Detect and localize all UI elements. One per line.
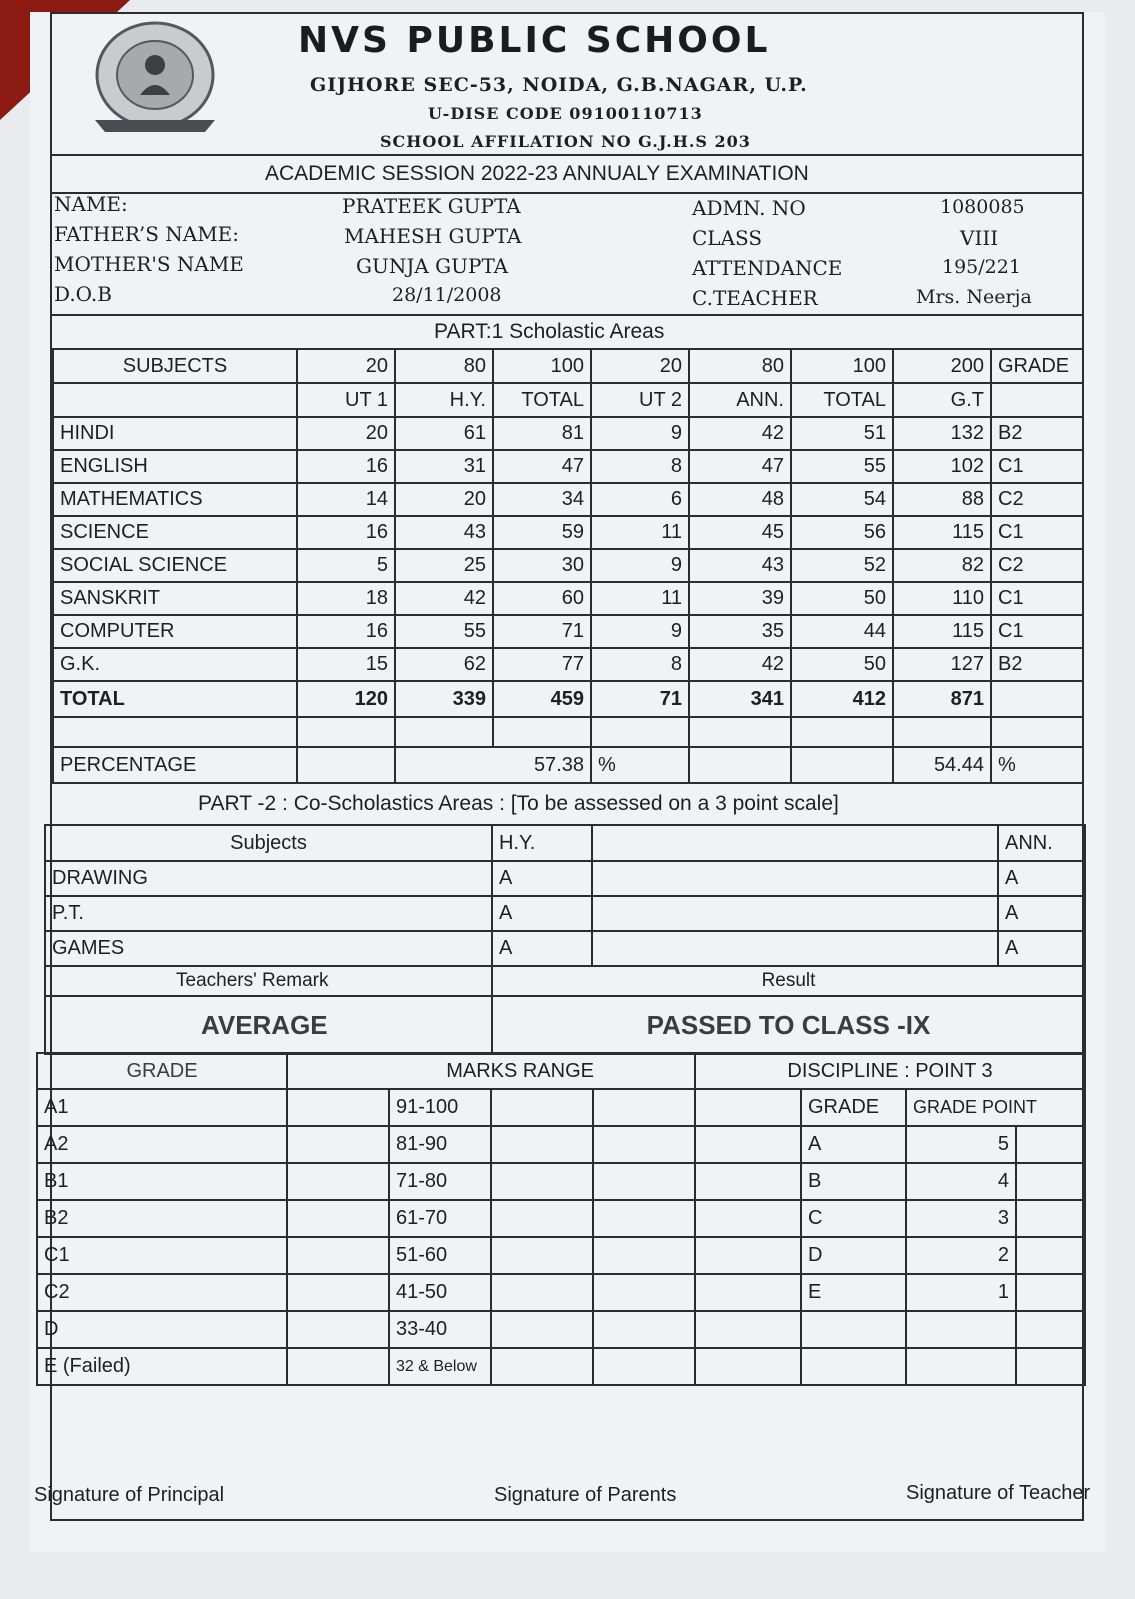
marks-cell: 9 xyxy=(591,615,689,648)
max-marks-cell: 20 xyxy=(591,349,689,383)
max-marks-cell: GRADE xyxy=(991,349,1083,383)
divider xyxy=(50,192,1082,194)
blank-cell xyxy=(695,1163,801,1200)
disc-point: 5 xyxy=(906,1126,1016,1163)
marks-cell: 55 xyxy=(395,615,493,648)
column-header: TOTAL xyxy=(791,383,893,417)
subject-row xyxy=(53,582,1083,615)
admn-label: ADMN. NO xyxy=(692,196,806,220)
marks-cell: 62 xyxy=(395,648,493,681)
blank-cell xyxy=(695,1237,801,1274)
marks-cell: 52 xyxy=(791,549,893,582)
blank-cell xyxy=(593,1348,695,1385)
principal-signature: Signature of Principal xyxy=(34,1484,225,1506)
grade-cell: B2 xyxy=(991,648,1083,681)
blank-cell xyxy=(287,1311,389,1348)
column-header: UT 1 xyxy=(297,383,395,417)
percentage-label: PERCENTAGE xyxy=(53,747,297,783)
total-cell: 71 xyxy=(591,681,689,717)
hy-grade: A xyxy=(492,931,592,966)
blank-cell xyxy=(287,1274,389,1311)
grade-name: A1 xyxy=(37,1089,287,1126)
blank-cell xyxy=(695,1200,801,1237)
blank-cell xyxy=(593,1311,695,1348)
grade-row xyxy=(37,1274,1085,1311)
column-header: ANN. xyxy=(689,383,791,417)
marks-cell: 16 xyxy=(297,450,395,483)
blank-cell xyxy=(491,1200,593,1237)
blank-cell xyxy=(593,1200,695,1237)
dob-label: D.O.B xyxy=(54,282,112,306)
co-subject-name: DRAWING xyxy=(45,861,492,896)
column-header xyxy=(991,383,1083,417)
teacher-signature: Signature of Teacher xyxy=(906,1482,1091,1504)
disc-point: 3 xyxy=(906,1200,1016,1237)
disc-point: 1 xyxy=(906,1274,1016,1311)
marks-cell: 39 xyxy=(689,582,791,615)
marks-range: 33-40 xyxy=(389,1311,491,1348)
marks-cell: 18 xyxy=(297,582,395,615)
marks-cell: 14 xyxy=(297,483,395,516)
percentage-ann: 54.44 xyxy=(893,747,991,783)
blank-cell xyxy=(493,717,591,747)
subject-name: HINDI xyxy=(53,417,297,450)
grade-row xyxy=(37,1163,1085,1200)
result-label: Result xyxy=(492,966,1085,996)
subject-row xyxy=(53,549,1083,582)
marks-cell: 45 xyxy=(689,516,791,549)
total-cell: 412 xyxy=(791,681,893,717)
divider xyxy=(50,154,1082,156)
marks-cell: 77 xyxy=(493,648,591,681)
ann-grade: A xyxy=(998,931,1085,966)
subject-row xyxy=(53,483,1083,516)
total-cell: TOTAL xyxy=(53,681,297,717)
marks-cell: 16 xyxy=(297,516,395,549)
percentage-row xyxy=(53,747,1083,783)
blank-cell xyxy=(801,1311,906,1348)
blank-cell xyxy=(287,1200,389,1237)
marks-cell: 31 xyxy=(395,450,493,483)
header-row-names xyxy=(53,383,1083,417)
attendance-value: 195/221 xyxy=(942,256,1021,278)
parents-signature: Signature of Parents xyxy=(494,1484,677,1506)
blank-cell xyxy=(593,1274,695,1311)
blank-cell xyxy=(1016,1274,1085,1311)
blank-cell xyxy=(593,1237,695,1274)
total-row xyxy=(53,681,1083,717)
grade-cell: B2 xyxy=(991,417,1083,450)
grade-cell: C1 xyxy=(991,615,1083,648)
blank-cell xyxy=(689,747,791,783)
max-marks-cell: 20 xyxy=(297,349,395,383)
subject-name: COMPUTER xyxy=(53,615,297,648)
marks-cell: 81 xyxy=(493,417,591,450)
column-header xyxy=(53,383,297,417)
marks-cell: 9 xyxy=(591,417,689,450)
marks-cell: 20 xyxy=(297,417,395,450)
subject-name: SANSKRIT xyxy=(53,582,297,615)
marks-cell: 42 xyxy=(395,582,493,615)
ann-header: ANN. xyxy=(998,825,1085,861)
co-subject-row xyxy=(45,931,1085,966)
subject-row xyxy=(53,648,1083,681)
grade-cell: C1 xyxy=(991,450,1083,483)
udise-code: U-DISE CODE 09100110713 xyxy=(428,104,703,123)
blank-cell xyxy=(591,717,689,747)
grading-header-row xyxy=(37,1053,1085,1089)
class-label: CLASS xyxy=(692,226,763,250)
blank-cell xyxy=(491,1237,593,1274)
blank-cell xyxy=(593,1126,695,1163)
blank-cell xyxy=(801,1348,906,1385)
marks-cell: 11 xyxy=(591,516,689,549)
mother-label: MOTHER'S NAME xyxy=(54,252,244,276)
marks-range: 32 & Below xyxy=(389,1348,491,1385)
part2-title: PART -2 : Co-Scholastics Areas : [To be assessed on a 3 point scale] xyxy=(198,792,839,815)
marks-range: 61-70 xyxy=(389,1200,491,1237)
affiliation-no: SCHOOL AFFILATION NO G.J.H.S 203 xyxy=(380,132,751,151)
grade-row xyxy=(37,1200,1085,1237)
grade-name: A2 xyxy=(37,1126,287,1163)
blank-cell xyxy=(906,1311,1016,1348)
blank-cell xyxy=(287,1348,389,1385)
marks-cell: 47 xyxy=(689,450,791,483)
school-address: GIJHORE SEC-53, NOIDA, G.B.NAGAR, U.P. xyxy=(310,74,808,96)
marks-cell: 47 xyxy=(493,450,591,483)
marks-cell: 8 xyxy=(591,648,689,681)
grade-row xyxy=(37,1348,1085,1385)
blank-cell xyxy=(1016,1200,1085,1237)
marks-range-header: MARKS RANGE xyxy=(287,1053,695,1089)
total-cell xyxy=(991,681,1083,717)
blank-cell xyxy=(791,717,893,747)
percentage-hy: 57.38 xyxy=(395,747,591,783)
teacher-remark: AVERAGE xyxy=(45,996,492,1054)
marks-range: 41-50 xyxy=(389,1274,491,1311)
blank-cell xyxy=(592,931,998,966)
grading-table xyxy=(36,1052,1086,1386)
marks-cell: 35 xyxy=(689,615,791,648)
max-marks-cell: 80 xyxy=(689,349,791,383)
marks-cell: 51 xyxy=(791,417,893,450)
blank-cell xyxy=(491,1163,593,1200)
grade-row xyxy=(37,1237,1085,1274)
blank-cell xyxy=(695,1089,801,1126)
grade-row xyxy=(37,1311,1085,1348)
header-row-max xyxy=(53,349,1083,383)
blank-cell xyxy=(1016,1163,1085,1200)
marks-cell: 42 xyxy=(689,648,791,681)
marks-cell: 88 xyxy=(893,483,991,516)
marks-cell: 44 xyxy=(791,615,893,648)
ann-grade: A xyxy=(998,896,1085,931)
blank-cell xyxy=(297,747,395,783)
marks-range: 91-100 xyxy=(389,1089,491,1126)
marks-cell: 60 xyxy=(493,582,591,615)
disc-point: 2 xyxy=(906,1237,1016,1274)
blank-cell xyxy=(695,1274,801,1311)
marks-cell: 71 xyxy=(493,615,591,648)
subject-name: SCIENCE xyxy=(53,516,297,549)
grade-name: C2 xyxy=(37,1274,287,1311)
blank-cell xyxy=(287,1163,389,1200)
percent-sign: % xyxy=(591,747,689,783)
class-value: VIII xyxy=(960,226,999,250)
blank-cell xyxy=(287,1126,389,1163)
marks-cell: 48 xyxy=(689,483,791,516)
blank-cell xyxy=(297,717,395,747)
blank-cell xyxy=(53,717,297,747)
blank-cell xyxy=(906,1348,1016,1385)
marks-cell: 34 xyxy=(493,483,591,516)
father-name: MAHESH GUPTA xyxy=(344,224,522,248)
remark-row xyxy=(45,996,1085,1054)
total-cell: 871 xyxy=(893,681,991,717)
marks-cell: 59 xyxy=(493,516,591,549)
session-title: ACADEMIC SESSION 2022-23 ANNUALY EXAMINATION xyxy=(265,162,809,185)
blank-cell xyxy=(593,1089,695,1126)
grade-name: B1 xyxy=(37,1163,287,1200)
part1-title: PART:1 Scholastic Areas xyxy=(434,320,665,343)
blank-cell xyxy=(491,1348,593,1385)
subject-row xyxy=(53,450,1083,483)
marks-cell: 110 xyxy=(893,582,991,615)
blank-cell xyxy=(991,717,1083,747)
blank-cell xyxy=(592,896,998,931)
max-marks-cell: 80 xyxy=(395,349,493,383)
blank-cell xyxy=(592,825,998,861)
grade-header: GRADE xyxy=(37,1053,287,1089)
blank-cell xyxy=(689,717,791,747)
marks-cell: 102 xyxy=(893,450,991,483)
total-cell: 339 xyxy=(395,681,493,717)
remark-label-row xyxy=(45,966,1085,996)
marks-cell: 8 xyxy=(591,450,689,483)
grade-cell: C1 xyxy=(991,582,1083,615)
marks-cell: 25 xyxy=(395,549,493,582)
discipline-header: DISCIPLINE : POINT 3 xyxy=(695,1053,1085,1089)
co-header-row xyxy=(45,825,1085,861)
remark-label: Teachers' Remark xyxy=(45,966,492,996)
co-subject-row xyxy=(45,896,1085,931)
subject-row xyxy=(53,516,1083,549)
subject-name: G.K. xyxy=(53,648,297,681)
marks-cell: 9 xyxy=(591,549,689,582)
class-teacher: Mrs. Neerja xyxy=(916,286,1032,308)
subject-name: MATHEMATICS xyxy=(53,483,297,516)
blank-cell xyxy=(491,1274,593,1311)
divider xyxy=(50,314,1082,316)
co-scholastic-table xyxy=(44,824,1086,1055)
hy-grade: A xyxy=(492,896,592,931)
blank-cell xyxy=(287,1089,389,1126)
co-subject-name: P.T. xyxy=(45,896,492,931)
grade-row xyxy=(37,1126,1085,1163)
blank-cell xyxy=(592,861,998,896)
dob-value: 28/11/2008 xyxy=(392,284,502,306)
marks-cell: 56 xyxy=(791,516,893,549)
admn-no: 1080085 xyxy=(940,196,1025,218)
blank-cell xyxy=(395,717,493,747)
co-subject-row xyxy=(45,861,1085,896)
marks-cell: 15 xyxy=(297,648,395,681)
blank-cell xyxy=(491,1089,593,1126)
blank-cell xyxy=(593,1163,695,1200)
grade-name: B2 xyxy=(37,1200,287,1237)
marks-cell: 20 xyxy=(395,483,493,516)
scholastic-table xyxy=(52,348,1084,784)
blank-cell xyxy=(1016,1126,1085,1163)
marks-cell: 115 xyxy=(893,516,991,549)
percent-sign: % xyxy=(991,747,1083,783)
blank-cell xyxy=(893,717,991,747)
disc-grade: B xyxy=(801,1163,906,1200)
marks-cell: 55 xyxy=(791,450,893,483)
column-header: UT 2 xyxy=(591,383,689,417)
subject-row xyxy=(53,615,1083,648)
max-marks-cell: 100 xyxy=(493,349,591,383)
marks-cell: 16 xyxy=(297,615,395,648)
marks-cell: 132 xyxy=(893,417,991,450)
subjects-header: Subjects xyxy=(45,825,492,861)
marks-range: 81-90 xyxy=(389,1126,491,1163)
column-header: G.T xyxy=(893,383,991,417)
attendance-label: ATTENDANCE xyxy=(692,256,843,280)
total-cell: 120 xyxy=(297,681,395,717)
max-marks-cell: 200 xyxy=(893,349,991,383)
disc-grade-header: GRADE xyxy=(801,1089,906,1126)
name-label: NAME: xyxy=(54,192,128,216)
grade-row xyxy=(37,1089,1085,1126)
blank-cell xyxy=(1016,1348,1085,1385)
teacher-label: C.TEACHER xyxy=(692,286,818,310)
marks-cell: 61 xyxy=(395,417,493,450)
marks-cell: 82 xyxy=(893,549,991,582)
blank-cell xyxy=(287,1237,389,1274)
marks-cell: 6 xyxy=(591,483,689,516)
hy-header: H.Y. xyxy=(492,825,592,861)
marks-cell: 43 xyxy=(395,516,493,549)
blank-cell xyxy=(491,1126,593,1163)
result-value: PASSED TO CLASS -IX xyxy=(492,996,1085,1054)
report-card xyxy=(30,12,1105,1552)
father-label: FATHER’S NAME: xyxy=(54,222,240,246)
marks-range: 51-60 xyxy=(389,1237,491,1274)
mother-name: GUNJA GUPTA xyxy=(356,254,509,278)
grade-name: E (Failed) xyxy=(37,1348,287,1385)
marks-cell: 43 xyxy=(689,549,791,582)
column-header: TOTAL xyxy=(493,383,591,417)
marks-cell: 30 xyxy=(493,549,591,582)
marks-cell: 50 xyxy=(791,582,893,615)
blank-cell xyxy=(695,1348,801,1385)
grade-cell: C2 xyxy=(991,483,1083,516)
marks-cell: 127 xyxy=(893,648,991,681)
blank-cell xyxy=(1016,1311,1085,1348)
grade-cell: C1 xyxy=(991,516,1083,549)
marks-cell: 50 xyxy=(791,648,893,681)
grade-name: C1 xyxy=(37,1237,287,1274)
disc-grade: D xyxy=(801,1237,906,1274)
blank-cell xyxy=(695,1311,801,1348)
blank-row xyxy=(53,717,1083,747)
disc-grade: A xyxy=(801,1126,906,1163)
disc-grade: C xyxy=(801,1200,906,1237)
total-cell: 459 xyxy=(493,681,591,717)
blank-cell xyxy=(695,1126,801,1163)
total-cell: 341 xyxy=(689,681,791,717)
marks-cell: 54 xyxy=(791,483,893,516)
student-name: PRATEEK GUPTA xyxy=(342,194,521,218)
school-name: NVS PUBLIC SCHOOL xyxy=(298,20,771,61)
subjects-header: SUBJECTS xyxy=(53,349,297,383)
max-marks-cell: 100 xyxy=(791,349,893,383)
hy-grade: A xyxy=(492,861,592,896)
blank-cell xyxy=(791,747,893,783)
subject-name: ENGLISH xyxy=(53,450,297,483)
column-header: H.Y. xyxy=(395,383,493,417)
marks-range: 71-80 xyxy=(389,1163,491,1200)
disc-grade: E xyxy=(801,1274,906,1311)
grade-cell: C2 xyxy=(991,549,1083,582)
marks-cell: 5 xyxy=(297,549,395,582)
blank-cell xyxy=(1016,1237,1085,1274)
grade-name: D xyxy=(37,1311,287,1348)
ann-grade: A xyxy=(998,861,1085,896)
blank-cell xyxy=(491,1311,593,1348)
subject-name: SOCIAL SCIENCE xyxy=(53,549,297,582)
subject-row xyxy=(53,417,1083,450)
co-subject-name: GAMES xyxy=(45,931,492,966)
marks-cell: 11 xyxy=(591,582,689,615)
disc-point: 4 xyxy=(906,1163,1016,1200)
disc-point-header: GRADE POINT xyxy=(906,1089,1085,1126)
marks-cell: 115 xyxy=(893,615,991,648)
marks-cell: 42 xyxy=(689,417,791,450)
